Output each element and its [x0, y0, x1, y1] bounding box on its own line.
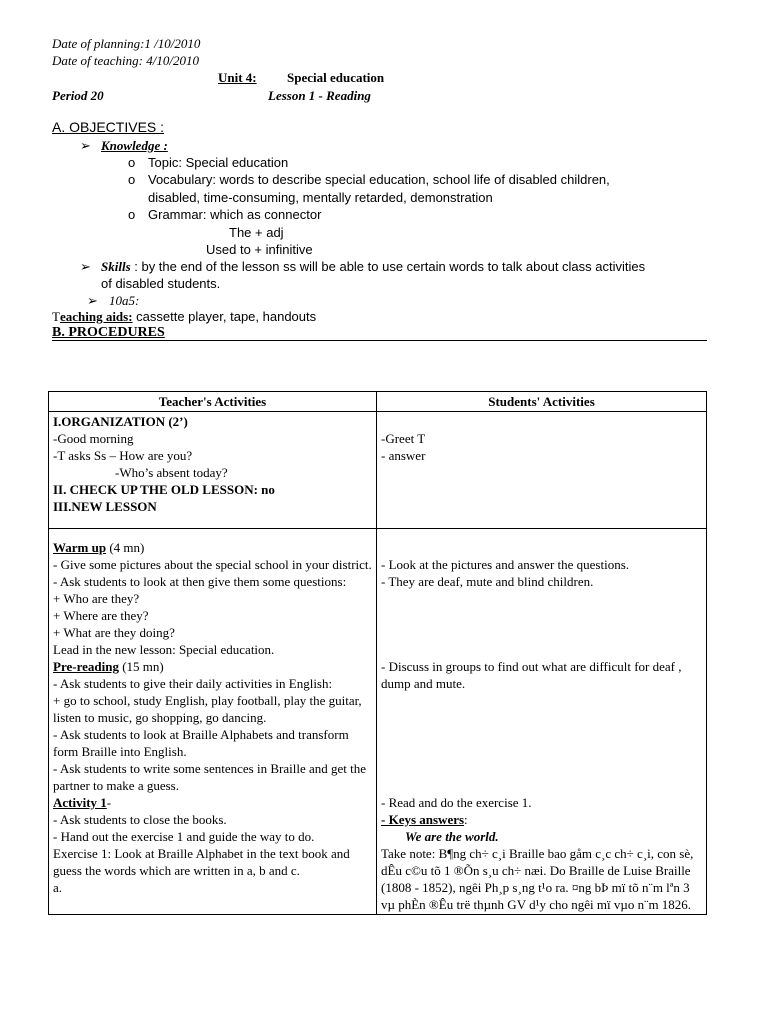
teacher-cell	[49, 412, 377, 529]
cell-text: -Good morning	[53, 431, 134, 446]
cell-text: a.	[53, 880, 63, 895]
procedures-heading: B. PROCEDURES	[52, 325, 165, 340]
vocabulary-line: Vocabulary: words to describe special education, school life of disabled children,	[148, 172, 610, 187]
skills-line-2: of disabled students.	[101, 276, 221, 291]
circle-bullet-icon: o	[128, 207, 136, 222]
activity-line	[53, 794, 372, 811]
cell-text: + What are they doing?	[53, 625, 175, 640]
period: Period 20	[52, 88, 104, 103]
cell-text: + Who are they?	[53, 591, 140, 606]
prereading-label: Pre-reading	[53, 659, 119, 674]
objectives-heading: A. OBJECTIVES :	[52, 119, 165, 135]
lesson-title: Lesson 1 - Reading	[268, 88, 371, 103]
students-cell	[377, 412, 707, 529]
cell-text: - answer	[381, 448, 426, 463]
table-row	[49, 412, 707, 529]
cell-text: - Ask students to look at Braille Alphabets and transform form Braille into English.	[53, 727, 349, 759]
students-activities-header: Students' Activities	[377, 392, 707, 412]
teaching-aids-t: T	[52, 309, 60, 324]
cell-text	[381, 413, 702, 430]
date-of-planning: Date of planning:1 /10/2010	[52, 36, 201, 51]
skills-label: Skills	[101, 259, 131, 274]
activity-label: Activity 1	[53, 795, 107, 810]
grammar-line-3: Used to + infinitive	[206, 242, 313, 257]
section-heading: I.ORGANIZATION (2’)	[53, 414, 188, 429]
teaching-aids-text: cassette player, tape, handouts	[132, 309, 317, 324]
cell-text: - Discuss in groups to find out what are difficult for deaf , dump and mute.	[381, 659, 682, 691]
teacher-activities-header: Teacher's Activities	[49, 392, 377, 412]
arrow-bullet-icon: ➢	[87, 293, 98, 308]
teaching-aids-label: eaching aids:	[59, 309, 133, 324]
prereading-time: (15 mn)	[118, 659, 164, 674]
warmup-label: Warm up	[53, 540, 107, 555]
students-cell	[377, 529, 707, 915]
cell-text: - Hand out the exercise 1 and guide the way to do.	[53, 829, 315, 844]
unit-label: Unit 4:	[218, 70, 257, 85]
keys-colon: :	[464, 812, 468, 827]
teacher-cell	[49, 529, 377, 915]
unit-title: Special education	[287, 70, 385, 85]
prereading-line	[53, 658, 372, 675]
arrow-bullet-icon: ➢	[80, 138, 91, 153]
cell-text: -Greet T	[381, 431, 426, 446]
keys-line	[381, 811, 702, 828]
note-text: Take note: B¶ng ch÷ c¸i Braille bao gåm c¸c ch÷ c¸i, con sè, dÊu c©u tõ 1 ®Õn s¸u ch÷ næi. Do Braille de Luise Braille (1808 - 1852), ngêi Ph¸p s¸ng t¹o ra. ¤ng bÞ mï tõ n¨m lªn 3 vµ phÈn ®Êu trë thµnh GV d¹y cho ngêi mï vµo n¨m 1826.	[381, 846, 694, 912]
knowledge-label: Knowledge :	[101, 138, 168, 153]
skills-text: : by the end of the lesson ss will be able to use certain words to talk about class activities	[130, 259, 646, 274]
table-row	[49, 529, 707, 915]
section-heading: II. CHECK UP THE OLD LESSON: no	[53, 482, 275, 497]
cell-text: - Read and do the exercise 1.	[381, 795, 532, 810]
activity-dash: -	[106, 795, 112, 810]
cell-text: Lead in the new lesson: Special education.	[53, 642, 275, 657]
cell-text: - Look at the pictures and answer the questions.	[381, 557, 630, 572]
cell-text: -T asks Ss – How are you?	[53, 448, 193, 463]
warmup-time: (4 mn)	[106, 540, 145, 555]
vocabulary-line-2: disabled, time-consuming, mentally retarded, demonstration	[148, 190, 493, 205]
activities-table	[48, 391, 707, 915]
circle-bullet-icon: o	[128, 172, 136, 187]
arrow-bullet-icon: ➢	[80, 259, 91, 274]
table-header-row	[49, 392, 707, 412]
cell-text: - Ask students to close the books.	[53, 812, 227, 827]
cell-text: -Who’s absent today?	[115, 465, 228, 480]
date-of-teaching: Date of teaching: 4/10/2010	[52, 53, 199, 68]
section-heading: III.NEW LESSON	[53, 499, 157, 514]
divider	[52, 340, 707, 341]
keys-answer: We are the world.	[405, 829, 499, 844]
cell-text: - Ask students to look at then give them some questions:	[53, 574, 347, 589]
teaching-aids-line	[52, 308, 316, 325]
cell-text: + go to school, study English, play football, play the guitar, listen to music, go shopping, go dancing.	[53, 693, 362, 725]
grammar-line: Grammar: which as connector	[148, 207, 322, 222]
topic-line: Topic: Special education	[148, 155, 289, 170]
cell-text: + Where are they?	[53, 608, 149, 623]
grammar-line-2: The + adj	[229, 225, 284, 240]
warmup-line	[53, 539, 372, 556]
circle-bullet-icon: o	[128, 155, 136, 170]
class-label: 10a5:	[109, 293, 140, 308]
cell-text: Exercise 1: Look at Braille Alphabet in the text book and guess the words which are written in a, b and c.	[53, 846, 350, 878]
cell-text: - Ask students to give their daily activities in English:	[53, 676, 333, 691]
cell-text: - They are deaf, mute and blind children.	[381, 574, 594, 589]
skills-line	[101, 258, 645, 275]
cell-text: - Give some pictures about the special school in your district.	[53, 557, 372, 572]
keys-label: - Keys answers	[381, 812, 465, 827]
cell-text: - Ask students to write some sentences in Braille and get the partner to make a guess.	[53, 761, 367, 793]
